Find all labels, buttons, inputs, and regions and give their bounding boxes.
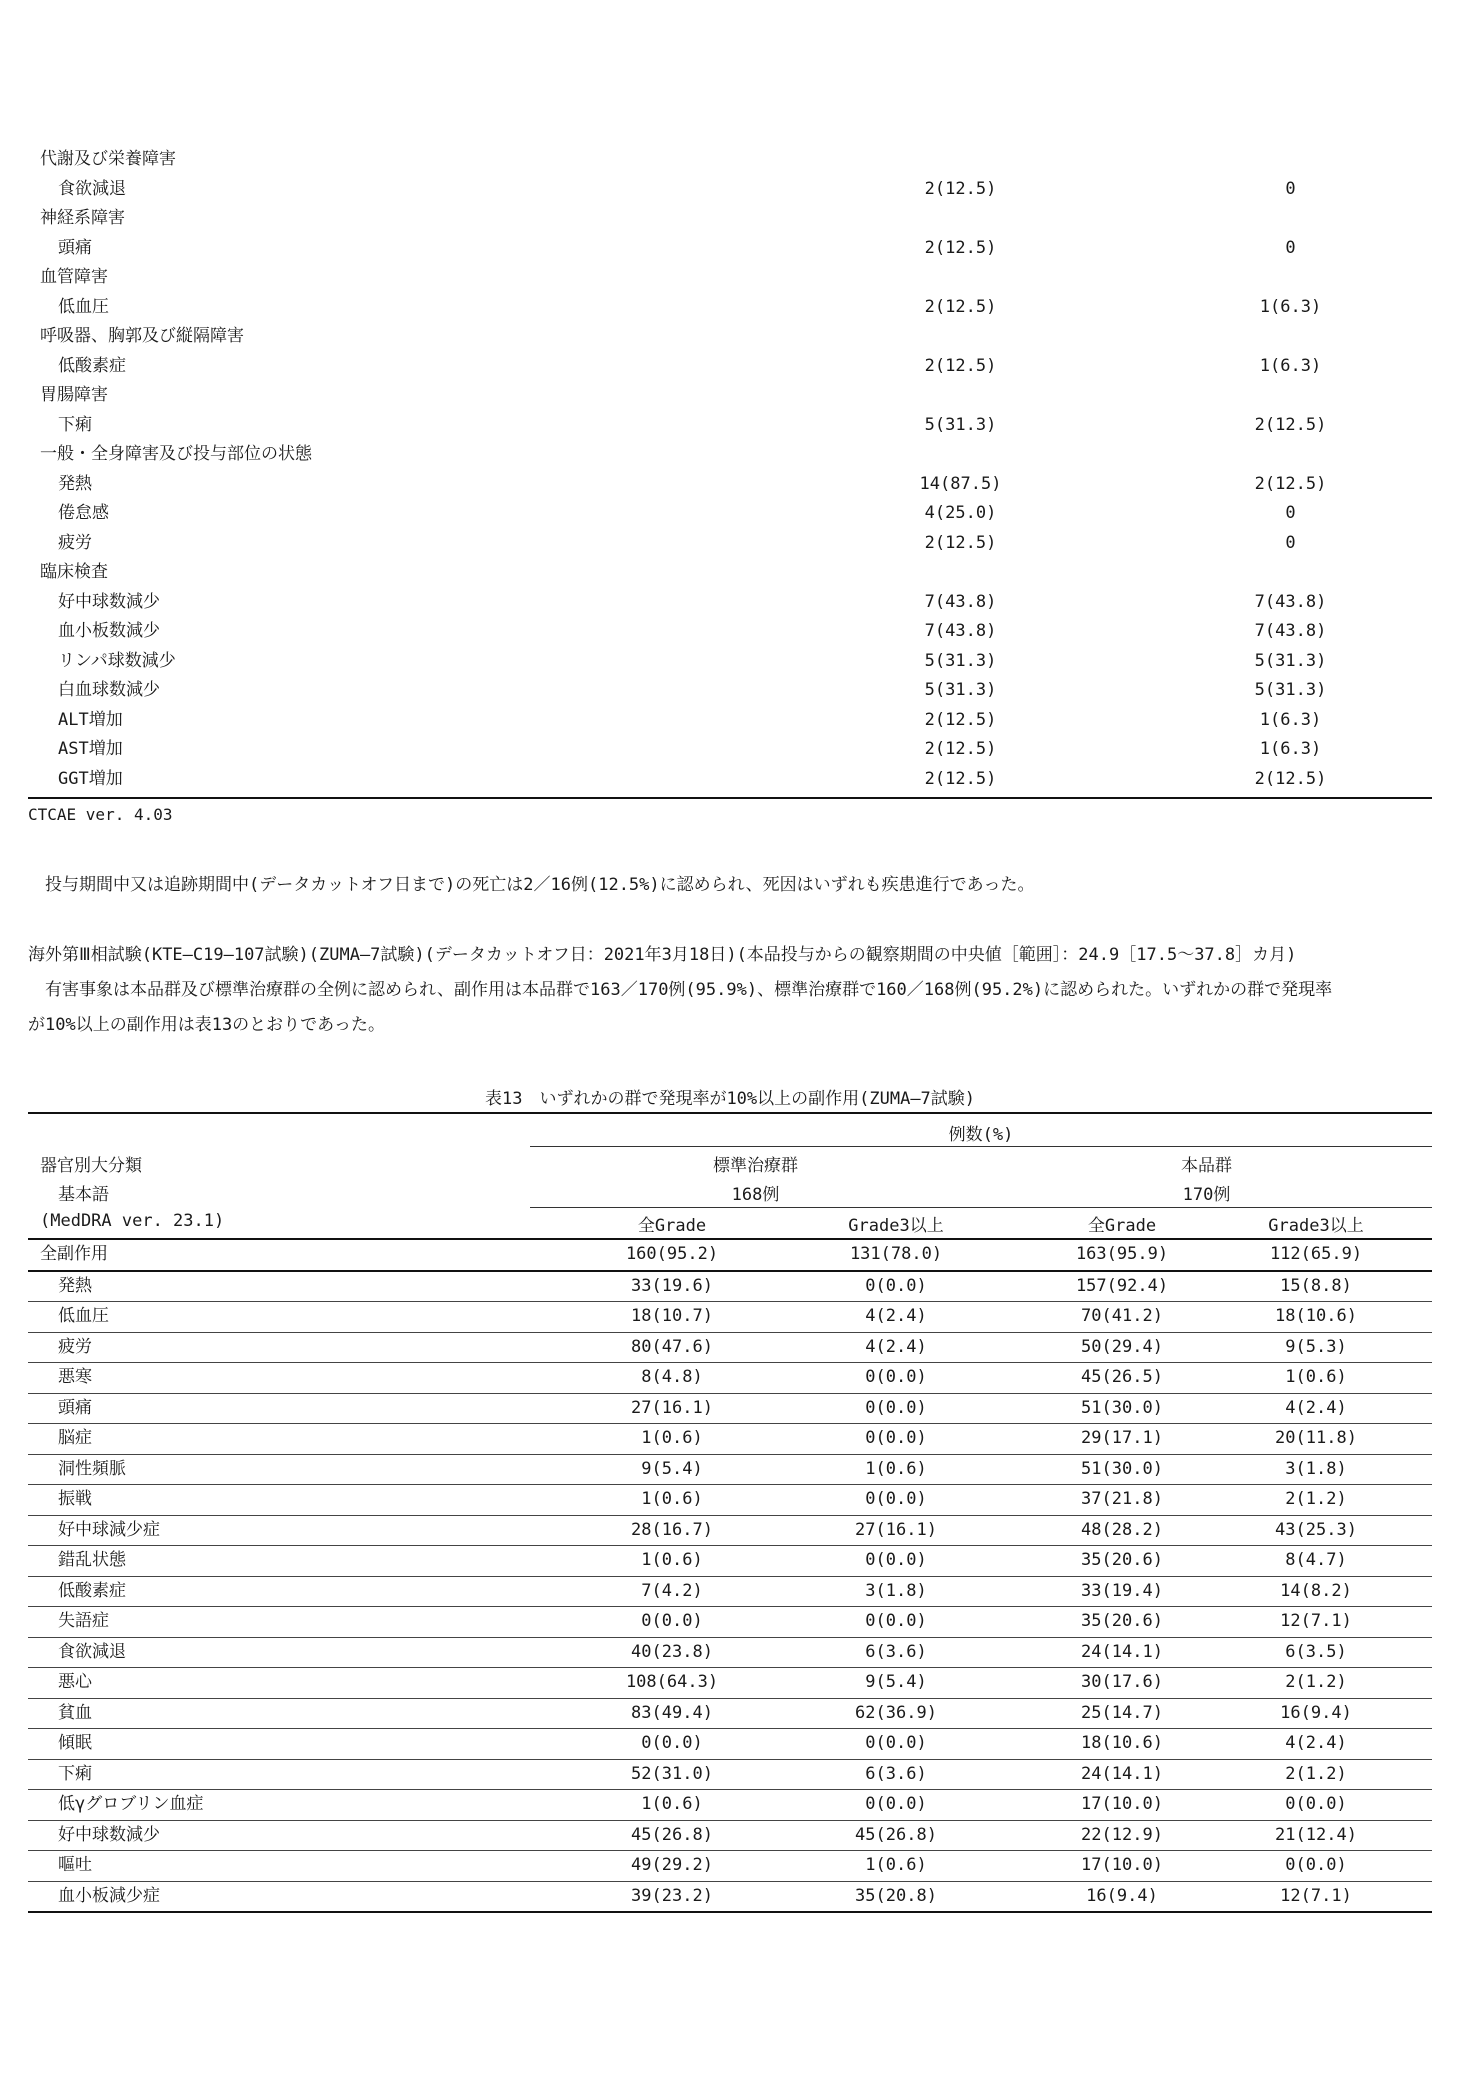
cell-prod-g3: 0(0.0) <box>1285 1794 1347 1814</box>
cell-std-g3: 45(26.8) <box>855 1824 937 1845</box>
cell-value: 2(12.5) <box>924 768 997 789</box>
cell-value: 5(31.3) <box>924 650 997 671</box>
cell-prod-all: 50(29.4) <box>1081 1336 1163 1357</box>
row-label: AST増加 <box>58 739 123 759</box>
cell-std-g3: 6(3.6) <box>865 1641 927 1662</box>
row-label: 低酸素症 <box>58 1580 126 1601</box>
row-label: 下痢 <box>58 1763 92 1784</box>
table-row-total <box>28 1240 1432 1272</box>
cell-prod-all: 25(14.7) <box>1081 1702 1163 1723</box>
cell-value: 4(25.0) <box>924 503 997 523</box>
row-label: 低血圧 <box>58 1306 109 1326</box>
death-paragraph: 投与期間中又は追跡期間中(データカットオフ日まで)の死亡は2／16例(12.5%)に認められ、死因はいずれも疾患進行であった。 <box>28 875 1035 895</box>
adverse-reaction-table-continued <box>28 145 1432 794</box>
cell-prod-all: 70(41.2) <box>1081 1306 1163 1326</box>
cell-std-all: 83(49.4) <box>631 1702 713 1723</box>
row-label: GGT増加 <box>58 768 123 789</box>
cell-std-all: 28(16.7) <box>631 1519 713 1540</box>
cell-value: 0 <box>1285 178 1296 199</box>
cell-std-g3: 27(16.1) <box>855 1519 937 1540</box>
table-row <box>28 735 1432 765</box>
cell-prod-g3: 1(0.6) <box>1285 1367 1347 1387</box>
table-row <box>28 175 1432 205</box>
table-row <box>28 765 1432 795</box>
table-row <box>28 1577 1432 1608</box>
table-row <box>28 1485 1432 1516</box>
cell-std-g3: 0(0.0) <box>865 1550 927 1570</box>
cell-std-g3: 0(0.0) <box>865 1275 927 1296</box>
category-row <box>28 558 1432 588</box>
cell-prod-g3: 20(11.8) <box>1275 1428 1357 1448</box>
table13-body <box>28 1272 1432 1914</box>
cell-prod-all: 35(20.6) <box>1081 1611 1163 1631</box>
cell-value: 5(31.3) <box>924 414 997 435</box>
cell-std-all: 80(47.6) <box>631 1336 713 1357</box>
row-label: リンパ球数減少 <box>58 650 176 671</box>
row-label: 低血圧 <box>58 296 109 317</box>
table-row <box>28 1272 1432 1303</box>
row-label: 振戦 <box>58 1489 92 1509</box>
cell-prod-all: 22(12.9) <box>1081 1824 1163 1845</box>
row-label: 貧血 <box>58 1702 92 1723</box>
row-label: 頭痛 <box>58 1397 92 1418</box>
row-label: 全副作用 <box>40 1244 108 1264</box>
cell-prod-all: 17(10.0) <box>1081 1855 1163 1875</box>
category-row <box>28 381 1432 411</box>
cell-value: 5(31.3) <box>924 680 997 700</box>
table-row <box>28 1607 1432 1638</box>
cell-std-all: 33(19.6) <box>631 1275 713 1296</box>
header-grade3: Grade3以上 <box>848 1216 944 1236</box>
table-row <box>28 706 1432 736</box>
cell-std-g3: 4(2.4) <box>865 1306 927 1326</box>
cell-std-all: 1(0.6) <box>641 1794 703 1814</box>
table-row <box>28 1638 1432 1669</box>
cell-std-all: 8(4.8) <box>641 1367 703 1387</box>
row-label: 血管障害 <box>40 267 108 287</box>
cell-prod-g3: 9(5.3) <box>1285 1336 1347 1357</box>
cell-value: 5(31.3) <box>1254 680 1327 700</box>
table13 <box>28 1112 1432 1913</box>
row-label: 代謝及び栄養障害 <box>40 149 176 169</box>
row-label: 倦怠感 <box>58 503 109 523</box>
cell-std-all: 108(64.3) <box>625 1672 719 1692</box>
row-label: 下痢 <box>58 414 92 435</box>
cell-std-all: 45(26.8) <box>631 1824 713 1845</box>
cell-value: 2(12.5) <box>1254 473 1327 494</box>
cell-prod-g3: 0(0.0) <box>1285 1855 1347 1875</box>
header-group-product: 本品群 <box>1181 1156 1232 1176</box>
header-group-product-n: 170例 <box>1182 1185 1231 1205</box>
cell-prod-g3: 12(7.1) <box>1280 1885 1352 1906</box>
table-row <box>28 1546 1432 1577</box>
cell-prod-g3: 4(2.4) <box>1285 1397 1347 1418</box>
cell-std-all: 39(23.2) <box>631 1885 713 1906</box>
row-label: 臨床検査 <box>40 562 108 582</box>
header-all-grade: 全Grade <box>637 1216 707 1236</box>
header-meddra: (MedDRA ver. 23.1) <box>40 1211 225 1231</box>
row-label: 血小板減少症 <box>58 1885 160 1906</box>
category-row <box>28 440 1432 470</box>
cell-std-all: 0(0.0) <box>641 1611 703 1631</box>
table-row <box>28 588 1432 618</box>
table-row <box>28 1668 1432 1699</box>
cell-std-g3: 0(0.0) <box>865 1489 927 1509</box>
cell-prod-all: 37(21.8) <box>1081 1489 1163 1509</box>
cell-std-g3: 35(20.8) <box>855 1885 937 1906</box>
cell-std-g3: 9(5.4) <box>865 1672 927 1692</box>
row-label: 好中球数減少 <box>58 591 160 612</box>
cell-value: 2(12.5) <box>924 178 997 199</box>
table-row <box>28 293 1432 323</box>
cell-std-g3: 131(78.0) <box>849 1244 943 1264</box>
cell-prod-all: 51(30.0) <box>1081 1397 1163 1418</box>
cell-value: 1(6.3) <box>1259 709 1322 730</box>
row-label: 失語症 <box>58 1611 109 1631</box>
cell-std-g3: 0(0.0) <box>865 1733 927 1753</box>
row-label: 錯乱状態 <box>58 1550 126 1570</box>
cell-std-all: 1(0.6) <box>641 1489 703 1509</box>
category-row <box>28 263 1432 293</box>
row-label: 傾眠 <box>58 1733 92 1753</box>
row-label: 頭痛 <box>58 237 92 258</box>
table-row <box>28 1394 1432 1425</box>
cell-std-g3: 3(1.8) <box>865 1580 927 1601</box>
table-bottom-rule <box>28 797 1432 799</box>
row-label: 疲労 <box>58 1336 92 1357</box>
table-row <box>28 1302 1432 1333</box>
cell-prod-g3: 3(1.8) <box>1285 1458 1347 1479</box>
table-row <box>28 1363 1432 1394</box>
cell-std-all: 7(4.2) <box>641 1580 703 1601</box>
row-label: 悪心 <box>58 1672 92 1692</box>
ae-summary-line-1: 有害事象は本品群及び標準治療群の全例に認められ、副作用は本品群で163／170例(95.9%)、標準治療群で160／168例(95.2%)に認められた。いずれかの群で発現率 <box>28 980 1333 1000</box>
cell-prod-all: 16(9.4) <box>1086 1885 1158 1906</box>
cell-std-g3: 62(36.9) <box>855 1702 937 1723</box>
table13-caption: 表13 いずれかの群で発現率が10%以上の副作用(ZUMA—7試験) <box>484 1089 976 1109</box>
cell-prod-g3: 2(1.2) <box>1285 1672 1347 1692</box>
row-label: 脳症 <box>58 1428 92 1448</box>
cell-value: 1(6.3) <box>1259 296 1322 317</box>
table-row <box>28 647 1432 677</box>
table-row <box>28 411 1432 441</box>
table-row <box>28 234 1432 264</box>
header-pt: 基本語 <box>58 1185 109 1205</box>
table-footnote: CTCAE ver. 4.03 <box>28 805 173 824</box>
cell-std-all: 0(0.0) <box>641 1733 703 1753</box>
table-row <box>28 617 1432 647</box>
row-label: 嘔吐 <box>58 1855 92 1875</box>
cell-value: 0 <box>1285 503 1296 523</box>
cell-std-g3: 0(0.0) <box>865 1367 927 1387</box>
cell-value: 7(43.8) <box>924 591 997 612</box>
cell-prod-all: 45(26.5) <box>1081 1367 1163 1387</box>
row-label: 洞性頻脈 <box>58 1458 126 1479</box>
cell-value: 2(12.5) <box>1254 768 1327 789</box>
table-row <box>28 676 1432 706</box>
cell-value: 2(12.5) <box>924 532 997 553</box>
cell-prod-all: 17(10.0) <box>1081 1794 1163 1814</box>
row-label: 悪寒 <box>58 1367 92 1387</box>
table-row <box>28 1729 1432 1760</box>
cell-std-all: 49(29.2) <box>631 1855 713 1875</box>
header-all-grade: 全Grade <box>1087 1216 1157 1236</box>
row-label: 好中球減少症 <box>58 1519 160 1540</box>
table-row <box>28 529 1432 559</box>
cell-prod-g3: 43(25.3) <box>1275 1519 1357 1540</box>
row-label: 胃腸障害 <box>40 385 108 405</box>
cell-prod-g3: 18(10.6) <box>1275 1306 1357 1326</box>
cell-value: 0 <box>1285 237 1296 258</box>
cell-value: 7(43.8) <box>1254 621 1327 641</box>
cell-prod-g3: 21(12.4) <box>1275 1824 1357 1845</box>
row-label: 白血球数減少 <box>58 680 160 700</box>
category-row <box>28 145 1432 175</box>
cell-prod-g3: 12(7.1) <box>1280 1611 1352 1631</box>
cell-prod-g3: 6(3.5) <box>1285 1641 1347 1662</box>
cell-value: 0 <box>1285 532 1296 553</box>
header-grade3: Grade3以上 <box>1268 1216 1364 1236</box>
cell-prod-all: 35(20.6) <box>1081 1550 1163 1570</box>
cell-std-all: 18(10.7) <box>631 1306 713 1326</box>
table-row <box>28 352 1432 382</box>
table-row <box>28 1760 1432 1791</box>
table-row <box>28 1333 1432 1364</box>
row-label: 疲労 <box>58 532 92 553</box>
table-row <box>28 1424 1432 1455</box>
cell-value: 2(12.5) <box>924 355 997 376</box>
cell-prod-g3: 8(4.7) <box>1285 1550 1347 1570</box>
cell-std-g3: 6(3.6) <box>865 1763 927 1784</box>
row-label: 一般・全身障害及び投与部位の状態 <box>40 444 312 464</box>
cell-prod-g3: 15(8.8) <box>1280 1275 1352 1296</box>
header-rule <box>530 1146 1432 1147</box>
table13-header <box>28 1112 1432 1238</box>
cell-value: 5(31.3) <box>1254 650 1327 671</box>
table-row <box>28 1851 1432 1882</box>
cell-std-g3: 0(0.0) <box>865 1428 927 1448</box>
ae-summary-line-2: が10%以上の副作用は表13のとおりであった。 <box>28 1015 386 1035</box>
row-label: 血小板数減少 <box>58 621 160 641</box>
cell-std-all: 1(0.6) <box>641 1550 703 1570</box>
cell-value: 1(6.3) <box>1259 739 1322 759</box>
header-group-standard: 標準治療群 <box>713 1156 798 1176</box>
cell-prod-all: 51(30.0) <box>1081 1458 1163 1479</box>
header-soc: 器官別大分類 <box>40 1156 142 1176</box>
cell-prod-g3: 2(1.2) <box>1285 1763 1347 1784</box>
table-row <box>28 470 1432 500</box>
cell-prod-all: 33(19.4) <box>1081 1580 1163 1601</box>
row-label: 呼吸器、胸郭及び縦隔障害 <box>40 326 244 346</box>
cell-value: 7(43.8) <box>1254 591 1327 612</box>
cell-prod-all: 163(95.9) <box>1075 1244 1169 1264</box>
table-row <box>28 1882 1432 1914</box>
cell-std-all: 52(31.0) <box>631 1763 713 1784</box>
cell-std-all: 160(95.2) <box>625 1244 719 1264</box>
cell-std-g3: 1(0.6) <box>865 1855 927 1875</box>
study-heading: 海外第Ⅲ相試験(KTE—C19—107試験)(ZUMA—7試験)(データカットオフ日：2021年3月18日)(本品投与からの観察期間の中央値［範囲］：24.9［17.5～37.8］カ月) <box>28 945 1297 965</box>
cell-std-g3: 0(0.0) <box>865 1397 927 1418</box>
row-label: 発熱 <box>58 1275 92 1296</box>
cell-prod-all: 157(92.4) <box>1075 1275 1169 1296</box>
cell-value: 2(12.5) <box>924 739 997 759</box>
cell-prod-g3: 14(8.2) <box>1280 1580 1352 1601</box>
table-row <box>28 1699 1432 1730</box>
cell-value: 2(12.5) <box>1254 414 1327 435</box>
table-row <box>28 1790 1432 1821</box>
cell-prod-all: 30(17.6) <box>1081 1672 1163 1692</box>
cell-std-g3: 1(0.6) <box>865 1458 927 1479</box>
cell-std-g3: 4(2.4) <box>865 1336 927 1357</box>
table-row <box>28 1455 1432 1486</box>
row-label: 発熱 <box>58 473 92 494</box>
table-row <box>28 499 1432 529</box>
cell-std-all: 1(0.6) <box>641 1428 703 1448</box>
cell-std-all: 40(23.8) <box>631 1641 713 1662</box>
row-label: 低γグロブリン血症 <box>58 1794 204 1814</box>
category-row <box>28 322 1432 352</box>
cell-value: 7(43.8) <box>924 621 997 641</box>
cell-prod-g3: 112(65.9) <box>1269 1244 1363 1264</box>
cell-value: 2(12.5) <box>924 709 997 730</box>
table-row <box>28 1821 1432 1852</box>
cell-value: 2(12.5) <box>924 296 997 317</box>
header-cases: 例数(%) <box>948 1125 1014 1145</box>
cell-std-g3: 0(0.0) <box>865 1794 927 1814</box>
cell-prod-g3: 2(1.2) <box>1285 1489 1347 1509</box>
row-label: 低酸素症 <box>58 355 126 376</box>
cell-std-g3: 0(0.0) <box>865 1611 927 1631</box>
row-label: 食欲減退 <box>58 178 126 199</box>
cell-prod-all: 24(14.1) <box>1081 1763 1163 1784</box>
row-label: ALT増加 <box>58 709 123 730</box>
cell-prod-g3: 16(9.4) <box>1280 1702 1352 1723</box>
cell-prod-all: 18(10.6) <box>1081 1733 1163 1753</box>
cell-std-all: 27(16.1) <box>631 1397 713 1418</box>
row-label: 神経系障害 <box>40 208 125 228</box>
row-label: 食欲減退 <box>58 1641 126 1662</box>
cell-prod-g3: 4(2.4) <box>1285 1733 1347 1753</box>
cell-value: 14(87.5) <box>919 473 1002 494</box>
cell-value: 1(6.3) <box>1259 355 1322 376</box>
table-row <box>28 1516 1432 1547</box>
cell-prod-all: 24(14.1) <box>1081 1641 1163 1662</box>
category-row <box>28 204 1432 234</box>
cell-std-all: 9(5.4) <box>641 1458 703 1479</box>
header-group-standard-n: 168例 <box>731 1185 780 1205</box>
header-rule <box>530 1207 1432 1208</box>
cell-prod-all: 48(28.2) <box>1081 1519 1163 1540</box>
row-label: 好中球数減少 <box>58 1824 160 1845</box>
cell-value: 2(12.5) <box>924 237 997 258</box>
cell-prod-all: 29(17.1) <box>1081 1428 1163 1448</box>
